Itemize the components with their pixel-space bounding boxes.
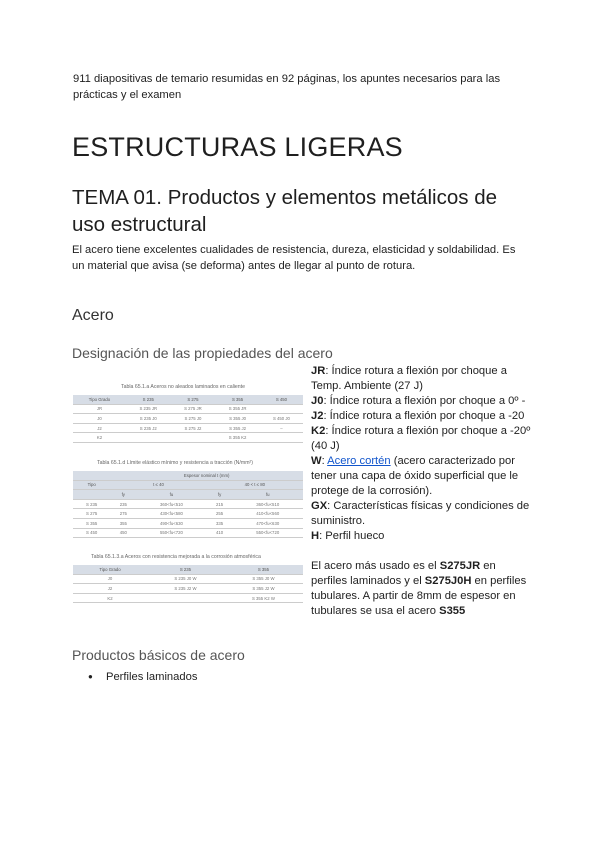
legend-jr	[311, 364, 533, 394]
table-cell: 355	[110, 518, 136, 528]
table3	[73, 565, 303, 603]
legend-w	[311, 454, 533, 499]
productos-heading: Productos básicos de acero	[72, 647, 245, 663]
legend-text: : Índice rotura a flexión por choque a 0º -	[323, 395, 526, 407]
legend-gx	[311, 499, 533, 529]
table-cell	[171, 433, 216, 443]
acero-corten-link[interactable]: Acero cortén	[327, 455, 391, 467]
legend-sep: :	[321, 455, 328, 467]
steel-grade: S355	[439, 605, 466, 617]
table2-corner	[73, 471, 110, 480]
table-cell: 255	[207, 509, 233, 519]
table-cell: JR	[73, 404, 126, 414]
table1-header: S 450	[260, 395, 303, 404]
table2	[73, 471, 303, 538]
acero-heading: Acero	[72, 307, 114, 324]
table2-header: t ≤ 40	[110, 480, 206, 490]
table-cell: J2	[73, 584, 147, 594]
table-cell: J0	[73, 574, 147, 584]
table-row	[73, 414, 303, 424]
table-cell: 215	[207, 499, 233, 509]
steel-grade: S275JR	[439, 560, 481, 572]
table-cell: S 355	[73, 518, 110, 528]
table-cell: 275	[110, 509, 136, 519]
code-j2: J2	[311, 410, 324, 422]
spacer	[311, 544, 533, 559]
table-cell: S 355 K2	[215, 433, 260, 443]
table-cell: 235	[110, 499, 136, 509]
table2-group-header: Espesor nominal t (mm)	[110, 471, 303, 480]
list-item: ● Perfiles laminados	[72, 669, 197, 685]
bullet-list	[72, 669, 197, 685]
designacion-heading: Designación de las propiedades del acero	[72, 345, 333, 361]
legend-text: : Características físicas y condiciones de suministro.	[311, 500, 530, 527]
intro-paragraph: El acero tiene excelentes cualidades de resistencia, dureza, elasticidad y soldabilidad. Es un material que avisa (se deforma) antes de llegar al punto de rotura.	[72, 244, 516, 272]
table2-caption: Tabla 65.1.d Límite elástico mínimo y resistencia a tracción (N/mm²)	[97, 460, 253, 466]
table2-header: 40 < t ≤ 80	[207, 480, 303, 490]
table-cell: J0	[73, 414, 126, 424]
table-cell: S 355 J0	[215, 414, 260, 424]
code-k2: K2	[311, 425, 326, 437]
legend-j2	[311, 409, 533, 424]
text-run: en perfiles tubulares. A partir de 8mm de espesor en tubulares se usa el acero	[311, 575, 527, 617]
code-jr: JR	[311, 365, 326, 377]
table-cell: 490<fu<630	[136, 518, 206, 528]
table-cell: S 275 J0	[171, 414, 216, 424]
legend-text: : Índice rotura a flexión por choque a -20	[323, 410, 525, 422]
table3-header: S 235	[147, 565, 224, 574]
table-cell: 410	[207, 528, 233, 538]
table1	[73, 395, 303, 443]
table-cell: S 450 J0	[260, 414, 303, 424]
table3-header: Tipo Grado	[73, 565, 147, 574]
table-cell: S 235 J2 W	[147, 584, 224, 594]
table-cell: S 355 J0 W	[224, 574, 303, 584]
table1-header: S 275	[171, 395, 216, 404]
table-cell: S 355 JR	[215, 404, 260, 414]
table-cell: S 235 J0	[126, 414, 171, 424]
table-cell: S 275 JR	[171, 404, 216, 414]
table-cell: J2	[73, 423, 126, 433]
table-cell: S 355 J2 W	[224, 584, 303, 594]
table3-header: S 355	[224, 565, 303, 574]
table-cell: S 355 J2	[215, 423, 260, 433]
table-cell: K2	[73, 433, 126, 443]
tema-heading: TEMA 01. Productos y elementos metálicos de uso estructural	[72, 186, 498, 236]
table-row	[73, 433, 303, 443]
table1-header: S 235	[126, 395, 171, 404]
table-cell	[126, 433, 171, 443]
legend-text: : Índice rotura a flexión por choque a -20º (40 J)	[311, 425, 531, 452]
table3-caption: Tabla 65.1.3.a Aceros con resistencia mejorada a la corrosión atmosférica	[91, 554, 261, 560]
table2-header: Tipo	[73, 480, 110, 490]
table-row	[73, 423, 303, 433]
table-row	[73, 584, 303, 594]
designation-legend	[311, 364, 533, 619]
table-cell: S 355 K2 W	[224, 593, 303, 603]
document-title: ESTRUCTURAS LIGERAS	[72, 132, 403, 162]
table-cell: 360<fu<510	[136, 499, 206, 509]
table-row	[73, 518, 303, 528]
intro-text: 911 diapositivas de temario resumidas en 92 páginas, los apuntes necesarios para las prácticas y el examen	[73, 73, 501, 101]
table-cell: S 235 J2	[126, 423, 171, 433]
table-row	[73, 499, 303, 509]
table-cell: 470<fu<630	[233, 518, 303, 528]
table2-subheader: fy	[110, 490, 136, 500]
table-cell: 410<fu<560	[233, 509, 303, 519]
legend-k2	[311, 424, 533, 454]
table1-header: Tipo Grado	[73, 395, 126, 404]
legend-text: (acero caracterizado por tener una capa de óxido superficial que le protege de la corrosión).	[311, 455, 519, 497]
steel-grade: S275J0H	[424, 575, 472, 587]
steel-tables-figure	[73, 382, 303, 618]
code-w: W	[311, 455, 322, 467]
legend-j0	[311, 394, 533, 409]
table-row	[73, 404, 303, 414]
table-row	[73, 509, 303, 519]
table-cell: S 235 J0 W	[147, 574, 224, 584]
table-cell: K2	[73, 593, 147, 603]
table-cell: S 235	[73, 499, 110, 509]
table2-subheader	[73, 490, 110, 500]
legend-text: : Perfil hueco	[319, 530, 385, 542]
table-cell	[260, 404, 303, 414]
code-j0: J0	[311, 395, 324, 407]
steel-usage-paragraph	[311, 559, 533, 619]
table-row	[73, 574, 303, 584]
table2-subheader: fy	[207, 490, 233, 500]
legend-text: : Índice rotura a flexión por choque a Temp. Ambiente (27 J)	[311, 365, 507, 392]
legend-h	[311, 529, 533, 544]
table-cell: S 235 JR	[126, 404, 171, 414]
table1-caption: Tabla 65.1.a Aceros no aleados laminados en caliente	[121, 384, 246, 390]
table-row	[73, 528, 303, 538]
table-cell: 550<fu<720	[136, 528, 206, 538]
table-cell: 550<fu<720	[233, 528, 303, 538]
table-cell	[260, 433, 303, 443]
text-run: en perfiles laminados y el	[311, 560, 496, 587]
code-h: H	[311, 530, 320, 542]
table-cell: 430<fu<580	[136, 509, 206, 519]
table-cell: 450	[110, 528, 136, 538]
table-cell: 335	[207, 518, 233, 528]
table-cell: S 450	[73, 528, 110, 538]
table2-subheader: fu	[136, 490, 206, 500]
table-cell	[147, 593, 224, 603]
table-cell: S 275	[73, 509, 110, 519]
table-cell: 360<fu<510	[233, 499, 303, 509]
table-row	[73, 593, 303, 603]
table1-header: S 355	[215, 395, 260, 404]
text-run: El acero más usado es el	[311, 560, 440, 572]
code-gx: GX	[311, 500, 328, 512]
table-cell: S 275 J2	[171, 423, 216, 433]
table-cell: –	[260, 423, 303, 433]
table2-subheader: fu	[233, 490, 303, 500]
